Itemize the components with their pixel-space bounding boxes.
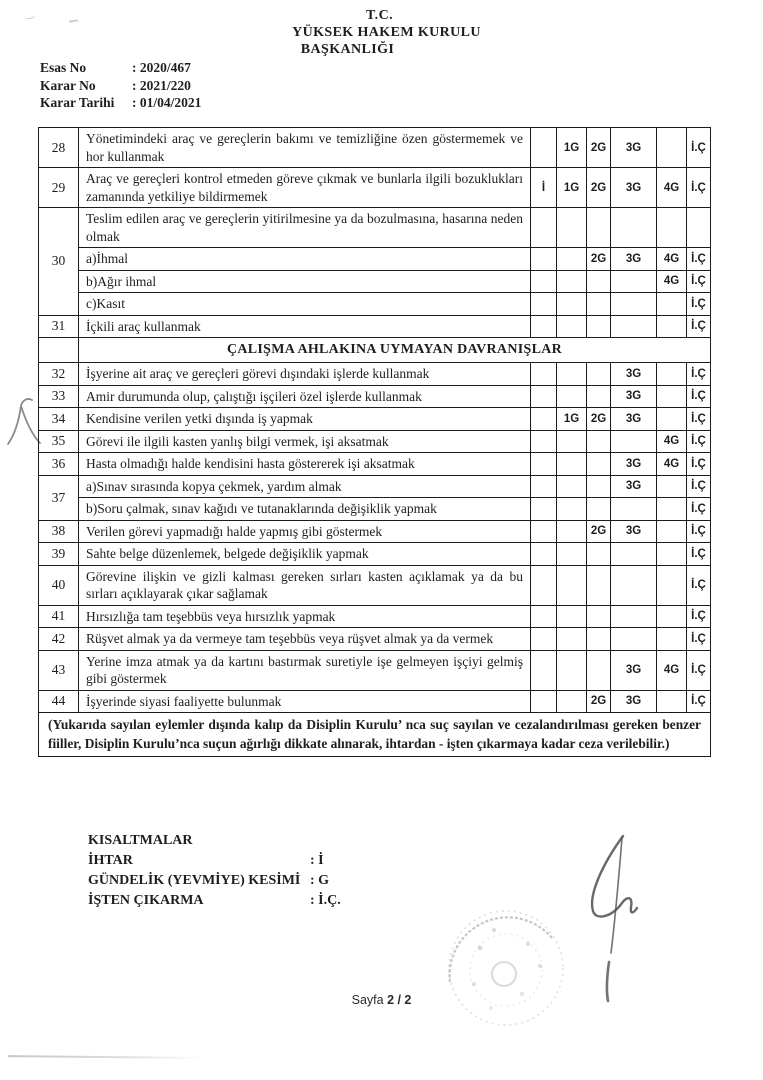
penalty-cell: 4G bbox=[657, 430, 687, 453]
abbreviation-label: İŞTEN ÇIKARMA bbox=[88, 893, 204, 908]
penalty-cell bbox=[557, 248, 587, 271]
penalty-cell bbox=[531, 498, 557, 521]
penalty-cell bbox=[657, 628, 687, 651]
penalty-cell bbox=[531, 248, 557, 271]
case-info-row bbox=[40, 77, 201, 95]
penalty-cell: 3G bbox=[611, 168, 657, 208]
penalty-cell bbox=[531, 520, 557, 543]
table-row bbox=[39, 430, 711, 453]
penalty-cell bbox=[557, 293, 587, 316]
case-value: : 2021/220 bbox=[132, 77, 191, 93]
case-value: : 01/04/2021 bbox=[132, 95, 202, 110]
abbreviation-label: İHTAR bbox=[88, 853, 133, 868]
case-info-row bbox=[40, 94, 201, 112]
penalty-cell bbox=[611, 605, 657, 628]
penalty-cell bbox=[587, 270, 611, 293]
penalty-cell bbox=[557, 270, 587, 293]
table-row bbox=[39, 543, 711, 566]
row-number: 40 bbox=[39, 565, 79, 605]
penalty-cell: 3G bbox=[611, 248, 657, 271]
row-text: a)İhmal bbox=[79, 248, 531, 271]
penalty-cell: İ.Ç bbox=[687, 690, 711, 713]
penalty-cell bbox=[557, 543, 587, 566]
row-text: Rüşvet almak ya da vermeye tam teşebbüs veya rüşvet almak ya da vermek bbox=[79, 628, 531, 651]
row-number: 44 bbox=[39, 690, 79, 713]
penalty-cell bbox=[531, 453, 557, 476]
table-row bbox=[39, 520, 711, 543]
row-number: 36 bbox=[39, 453, 79, 476]
row-text: Kendisine verilen yetki dışında iş yapmak bbox=[79, 408, 531, 431]
penalty-cell: 3G bbox=[611, 690, 657, 713]
penalty-cell bbox=[611, 498, 657, 521]
penalty-cell bbox=[531, 650, 557, 690]
row-number: 39 bbox=[39, 543, 79, 566]
penalty-cell bbox=[611, 208, 657, 248]
penalty-cell bbox=[557, 430, 587, 453]
section-header: ÇALIŞMA AHLAKINA UYMAYAN DAVRANIŞLAR bbox=[79, 338, 711, 363]
penalty-cell bbox=[657, 385, 687, 408]
letterhead-institution: YÜKSEK HAKEM KURULU bbox=[292, 25, 481, 40]
table-row bbox=[39, 713, 711, 757]
penalty-cell bbox=[657, 475, 687, 498]
abbreviation-value: : İ bbox=[310, 853, 324, 868]
penalty-cell: 3G bbox=[611, 128, 657, 168]
row-number: 38 bbox=[39, 520, 79, 543]
penalty-cell bbox=[557, 690, 587, 713]
row-text: Hasta olmadığı halde kendisini hasta göstererek işi aksatmak bbox=[79, 453, 531, 476]
penalty-cell: 2G bbox=[587, 168, 611, 208]
row-number: 30 bbox=[39, 208, 79, 316]
signature bbox=[573, 830, 658, 1020]
penalty-cell bbox=[557, 565, 587, 605]
table-row bbox=[39, 453, 711, 476]
penalty-cell bbox=[531, 293, 557, 316]
table-row bbox=[39, 628, 711, 651]
penalty-cell bbox=[531, 385, 557, 408]
row-text: Yönetimindeki araç ve gereçlerin bakımı ve temizliğine özen göstermemek ve hor kullanmak bbox=[79, 128, 531, 168]
penalty-cell: İ.Ç bbox=[687, 565, 711, 605]
penalty-cell bbox=[557, 475, 587, 498]
penalty-cell: 2G bbox=[587, 690, 611, 713]
penalty-cell bbox=[557, 385, 587, 408]
penalty-cell bbox=[587, 208, 611, 248]
discipline-table bbox=[38, 127, 711, 757]
penalty-cell: 1G bbox=[557, 408, 587, 431]
row-text: Yerine imza atmak ya da kartını bastırmak suretiyle işe gelmeyen işçiyi gelmiş gibi göstermek bbox=[79, 650, 531, 690]
table-row bbox=[39, 408, 711, 431]
penalty-cell: İ.Ç bbox=[687, 363, 711, 386]
letterhead bbox=[0, 7, 763, 58]
penalty-cell bbox=[611, 628, 657, 651]
penalty-cell: İ.Ç bbox=[687, 543, 711, 566]
row-number: 35 bbox=[39, 430, 79, 453]
row-text: Teslim edilen araç ve gereçlerin yitirilmesine ya da bozulmasına, hasarına neden olmak bbox=[79, 208, 531, 248]
table-row bbox=[39, 475, 711, 498]
penalty-cell bbox=[531, 128, 557, 168]
row-number: 37 bbox=[39, 475, 79, 520]
row-number: 29 bbox=[39, 168, 79, 208]
penalty-cell: İ.Ç bbox=[687, 453, 711, 476]
abbreviations bbox=[88, 831, 341, 911]
penalty-cell: 4G bbox=[657, 453, 687, 476]
discipline-table-body bbox=[39, 128, 711, 757]
row-number: 43 bbox=[39, 650, 79, 690]
penalty-cell: İ.Ç bbox=[687, 430, 711, 453]
row-text: c)Kasıt bbox=[79, 293, 531, 316]
row-number: 28 bbox=[39, 128, 79, 168]
penalty-cell: 4G bbox=[657, 168, 687, 208]
penalty-cell bbox=[587, 605, 611, 628]
penalty-cell: 2G bbox=[587, 520, 611, 543]
penalty-cell: İ.Ç bbox=[687, 605, 711, 628]
penalty-cell bbox=[611, 565, 657, 605]
penalty-cell bbox=[531, 565, 557, 605]
penalty-cell bbox=[531, 408, 557, 431]
penalty-cell bbox=[611, 430, 657, 453]
row-number: 41 bbox=[39, 605, 79, 628]
penalty-cell bbox=[557, 363, 587, 386]
row-number: 31 bbox=[39, 315, 79, 338]
row-text: Hırsızlığa tam teşebbüs veya hırsızlık yapmak bbox=[79, 605, 531, 628]
table-row bbox=[39, 385, 711, 408]
row-text: İşyerinde siyasi faaliyette bulunmak bbox=[79, 690, 531, 713]
table-row bbox=[39, 338, 711, 363]
penalty-cell bbox=[557, 498, 587, 521]
abbreviations-title: KISALTMALAR bbox=[88, 833, 193, 848]
row-number: 34 bbox=[39, 408, 79, 431]
penalty-cell bbox=[657, 520, 687, 543]
page-number: 2 / 2 bbox=[387, 993, 412, 1007]
penalty-cell bbox=[587, 293, 611, 316]
penalty-cell bbox=[531, 690, 557, 713]
penalty-cell bbox=[657, 605, 687, 628]
penalty-cell bbox=[587, 453, 611, 476]
row-number: 42 bbox=[39, 628, 79, 651]
row-text: Sahte belge düzenlemek, belgede değişiklik yapmak bbox=[79, 543, 531, 566]
penalty-cell bbox=[531, 628, 557, 651]
row-number: 32 bbox=[39, 363, 79, 386]
row-number: 33 bbox=[39, 385, 79, 408]
abbreviation-row bbox=[88, 891, 341, 911]
penalty-cell: İ.Ç bbox=[687, 408, 711, 431]
penalty-cell bbox=[531, 363, 557, 386]
letterhead-presidency: BAŞKANLIĞI bbox=[300, 42, 395, 57]
row-number bbox=[39, 338, 79, 363]
penalty-cell bbox=[587, 628, 611, 651]
penalty-cell bbox=[657, 293, 687, 316]
row-text: Görevine ilişkin ve gizli kalması gereken sırları kasten açıklamak ya da bu sırları açıklayarak çıkar sağlamak bbox=[79, 565, 531, 605]
penalty-cell: İ.Ç bbox=[687, 520, 711, 543]
penalty-cell: 4G bbox=[657, 248, 687, 271]
penalty-cell: İ.Ç bbox=[687, 270, 711, 293]
penalty-cell bbox=[587, 650, 611, 690]
case-info-row bbox=[40, 59, 201, 77]
penalty-cell: 3G bbox=[611, 363, 657, 386]
table-row bbox=[39, 128, 711, 168]
page-footer bbox=[0, 993, 763, 1007]
penalty-cell bbox=[531, 475, 557, 498]
penalty-cell bbox=[587, 315, 611, 338]
page-footer-label: Sayfa bbox=[351, 993, 384, 1007]
table-row bbox=[39, 498, 711, 521]
penalty-cell bbox=[557, 628, 587, 651]
case-info bbox=[40, 59, 201, 112]
penalty-cell: 1G bbox=[557, 168, 587, 208]
penalty-cell: 3G bbox=[611, 385, 657, 408]
penalty-cell: İ.Ç bbox=[687, 628, 711, 651]
penalty-cell: İ.Ç bbox=[687, 248, 711, 271]
penalty-cell: İ.Ç bbox=[687, 475, 711, 498]
penalty-cell bbox=[531, 605, 557, 628]
penalty-cell bbox=[587, 475, 611, 498]
row-text: İşyerine ait araç ve gereçleri görevi dışındaki işlerde kullanmak bbox=[79, 363, 531, 386]
penalty-cell bbox=[587, 430, 611, 453]
abbreviation-label: GÜNDELİK (YEVMİYE) KESİMİ bbox=[88, 873, 301, 888]
table-row bbox=[39, 363, 711, 386]
penalty-cell: İ.Ç bbox=[687, 315, 711, 338]
penalty-cell: 2G bbox=[587, 248, 611, 271]
penalty-cell bbox=[657, 543, 687, 566]
penalty-cell bbox=[657, 408, 687, 431]
penalty-cell bbox=[657, 208, 687, 248]
penalty-cell bbox=[587, 363, 611, 386]
penalty-cell: 1G bbox=[557, 128, 587, 168]
table-footnote: (Yukarıda sayılan eylemler dışında kalıp da Disiplin Kurulu’ nca suç sayılan ve cezalandırılması gereken benzer fiiller, Disiplin Kurulu’nca suçun ağırlığı dikkate alınarak, ihtardan - işten çıkarmaya kadar ceza verilebilir.) bbox=[39, 713, 711, 757]
row-text: a)Sınav sırasında kopya çekmek, yardım almak bbox=[79, 475, 531, 498]
penalty-cell bbox=[557, 605, 587, 628]
table-row bbox=[39, 315, 711, 338]
penalty-cell: 3G bbox=[611, 408, 657, 431]
penalty-cell bbox=[657, 363, 687, 386]
penalty-cell: İ.Ç bbox=[687, 385, 711, 408]
penalty-cell bbox=[557, 208, 587, 248]
discipline-table-wrap bbox=[38, 127, 711, 757]
penalty-cell bbox=[531, 430, 557, 453]
penalty-cell bbox=[611, 315, 657, 338]
table-row bbox=[39, 168, 711, 208]
penalty-cell: İ.Ç bbox=[687, 650, 711, 690]
penalty-cell: İ.Ç bbox=[687, 168, 711, 208]
row-text: Amir durumunda olup, çalıştığı işçileri özel işlerde kullanmak bbox=[79, 385, 531, 408]
penalty-cell bbox=[587, 385, 611, 408]
table-row bbox=[39, 270, 711, 293]
penalty-cell bbox=[657, 498, 687, 521]
penalty-cell: 2G bbox=[587, 128, 611, 168]
penalty-cell: İ.Ç bbox=[687, 498, 711, 521]
penalty-cell bbox=[587, 565, 611, 605]
table-row bbox=[39, 650, 711, 690]
row-text: Görevi ile ilgili kasten yanlış bilgi vermek, işi aksatmak bbox=[79, 430, 531, 453]
row-text: b)Soru çalmak, sınav kağıdı ve tutanaklarında değişiklik yapmak bbox=[79, 498, 531, 521]
table-row bbox=[39, 248, 711, 271]
row-text: Araç ve gereçleri kontrol etmeden göreve çıkmak ve bunlarla ilgili bozuklukları zamanında yetkiliye bildirmemek bbox=[79, 168, 531, 208]
penalty-cell: İ.Ç bbox=[687, 128, 711, 168]
penalty-cell bbox=[611, 270, 657, 293]
penalty-cell bbox=[687, 208, 711, 248]
penalty-cell bbox=[531, 208, 557, 248]
case-label: Esas No bbox=[40, 60, 87, 75]
table-row bbox=[39, 565, 711, 605]
letterhead-tc: T.C. bbox=[365, 8, 393, 23]
penalty-cell: 3G bbox=[611, 650, 657, 690]
penalty-cell bbox=[557, 453, 587, 476]
case-label: Karar Tarihi bbox=[40, 95, 115, 110]
penalty-cell bbox=[531, 270, 557, 293]
table-row bbox=[39, 690, 711, 713]
abbreviation-row bbox=[88, 851, 341, 871]
penalty-cell bbox=[557, 520, 587, 543]
abbreviation-row bbox=[88, 871, 341, 891]
penalty-cell bbox=[531, 315, 557, 338]
penalty-cell: 3G bbox=[611, 520, 657, 543]
penalty-cell bbox=[587, 543, 611, 566]
table-row bbox=[39, 293, 711, 316]
penalty-cell: 2G bbox=[587, 408, 611, 431]
penalty-cell bbox=[557, 315, 587, 338]
row-text: Verilen görevi yapmadığı halde yapmış gibi göstermek bbox=[79, 520, 531, 543]
scan-artifact-line bbox=[8, 1055, 203, 1059]
penalty-cell bbox=[657, 690, 687, 713]
case-value: : 2020/467 bbox=[132, 60, 191, 75]
penalty-cell bbox=[611, 293, 657, 316]
penalty-cell bbox=[657, 565, 687, 605]
case-label: Karar No bbox=[40, 77, 96, 93]
penalty-cell: 4G bbox=[657, 650, 687, 690]
abbreviation-value: : G bbox=[310, 873, 330, 888]
table-row bbox=[39, 605, 711, 628]
penalty-cell bbox=[531, 543, 557, 566]
penalty-cell: İ bbox=[531, 168, 557, 208]
row-text: b)Ağır ihmal bbox=[79, 270, 531, 293]
penalty-cell: 3G bbox=[611, 475, 657, 498]
penalty-cell bbox=[657, 315, 687, 338]
penalty-cell bbox=[657, 128, 687, 168]
stamp-mark bbox=[436, 896, 576, 1041]
row-text: İçkili araç kullanmak bbox=[79, 315, 531, 338]
penalty-cell: 3G bbox=[611, 453, 657, 476]
penalty-cell bbox=[611, 543, 657, 566]
penalty-cell bbox=[587, 498, 611, 521]
table-row bbox=[39, 208, 711, 248]
abbreviation-value: : İ.Ç. bbox=[310, 893, 341, 908]
penalty-cell: 4G bbox=[657, 270, 687, 293]
penalty-cell bbox=[557, 650, 587, 690]
penalty-cell: İ.Ç bbox=[687, 293, 711, 316]
